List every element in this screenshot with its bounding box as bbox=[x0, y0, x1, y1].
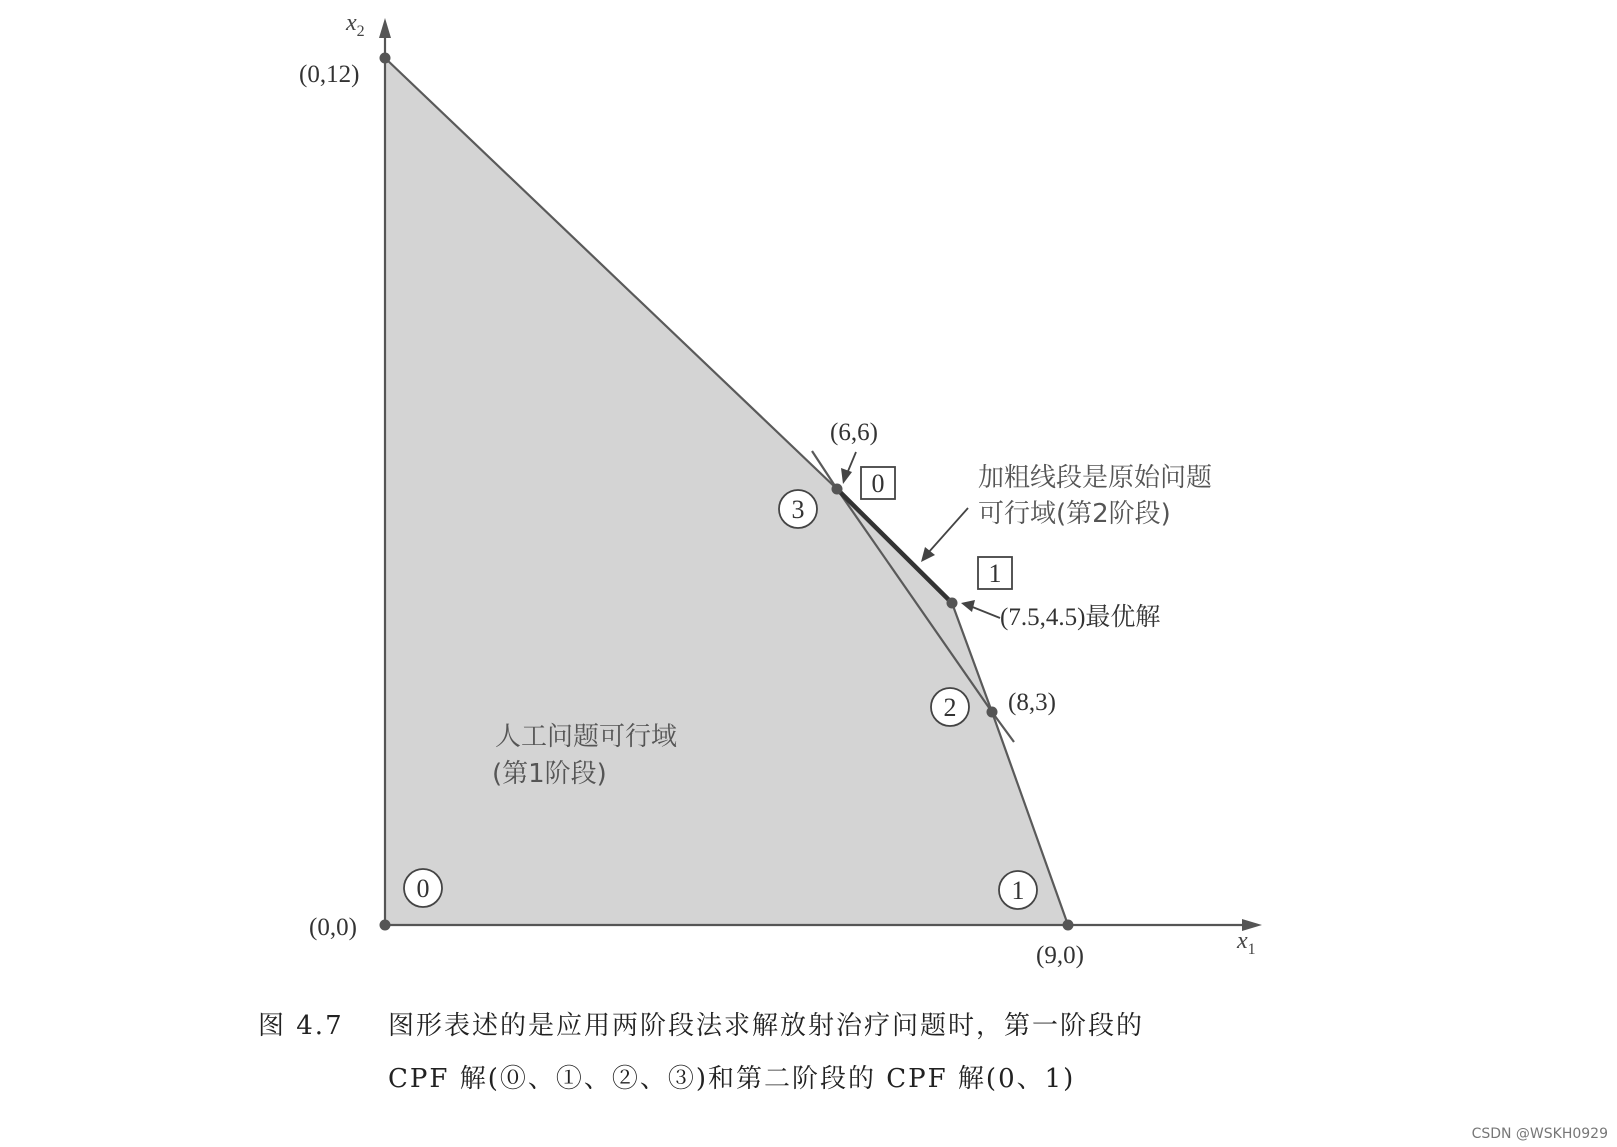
svg-text:3: 3 bbox=[791, 495, 805, 524]
arrow-6-6-head bbox=[841, 468, 852, 484]
arrow-note-head bbox=[921, 547, 935, 562]
y-axis-label: $x_2$ bbox=[346, 10, 365, 40]
artificial-feasible-region bbox=[385, 58, 1068, 925]
cpf2-marker-0 bbox=[861, 467, 895, 499]
cpf2-marker-1 bbox=[978, 557, 1012, 589]
cpf1-marker-1 bbox=[999, 871, 1037, 909]
point-0-0 bbox=[380, 920, 391, 931]
point-6-6 bbox=[832, 484, 843, 495]
cpf1-marker-3 bbox=[779, 490, 817, 528]
arrow-optimal-head bbox=[961, 600, 975, 612]
label-6-6: (6,6) bbox=[830, 419, 878, 446]
point-optimal bbox=[947, 598, 958, 609]
svg-text:2: 2 bbox=[943, 693, 957, 722]
caption-line2: CPF 解(⓪、①、②、③)和第二阶段的 CPF 解(0、1) bbox=[388, 1064, 1076, 1094]
caption-figure-number: 图 4.7 bbox=[258, 1011, 344, 1041]
label-0-0: (0,0) bbox=[309, 914, 357, 941]
caption-line1: 图形表述的是应用两阶段法求解放射治疗问题时，第一阶段的 bbox=[388, 1011, 1145, 1041]
svg-text:0: 0 bbox=[416, 874, 430, 903]
artificial-region-label-line2: (第1阶段) bbox=[492, 759, 607, 789]
point-8-3 bbox=[987, 707, 998, 718]
bold-segment-note-line1: 加粗线段是原始问题 bbox=[978, 463, 1213, 493]
label-8-3: (8,3) bbox=[1008, 689, 1056, 716]
svg-text:1: 1 bbox=[988, 559, 1002, 588]
label-9-0: (9,0) bbox=[1036, 942, 1084, 969]
svg-text:0: 0 bbox=[871, 469, 885, 498]
arrow-note-line bbox=[928, 508, 968, 553]
bold-segment-note-line2: 可行域(第2阶段) bbox=[978, 499, 1171, 529]
label-optimal: (7.5,4.5)最优解 bbox=[1000, 604, 1161, 631]
point-0-12 bbox=[380, 53, 391, 64]
svg-text:1: 1 bbox=[1011, 876, 1025, 905]
arrow-optimal-line bbox=[970, 606, 1000, 618]
x-axis-label: $x_1$ bbox=[1237, 928, 1256, 958]
label-0-12: (0,12) bbox=[299, 61, 360, 88]
cpf1-marker-0 bbox=[404, 869, 442, 907]
artificial-region-label-line1: 人工问题可行域 bbox=[495, 722, 678, 752]
cpf1-marker-2 bbox=[931, 688, 969, 726]
point-9-0 bbox=[1063, 920, 1074, 931]
y-axis-arrow bbox=[379, 18, 391, 38]
watermark: CSDN @WSKH0929 bbox=[1471, 1126, 1608, 1142]
